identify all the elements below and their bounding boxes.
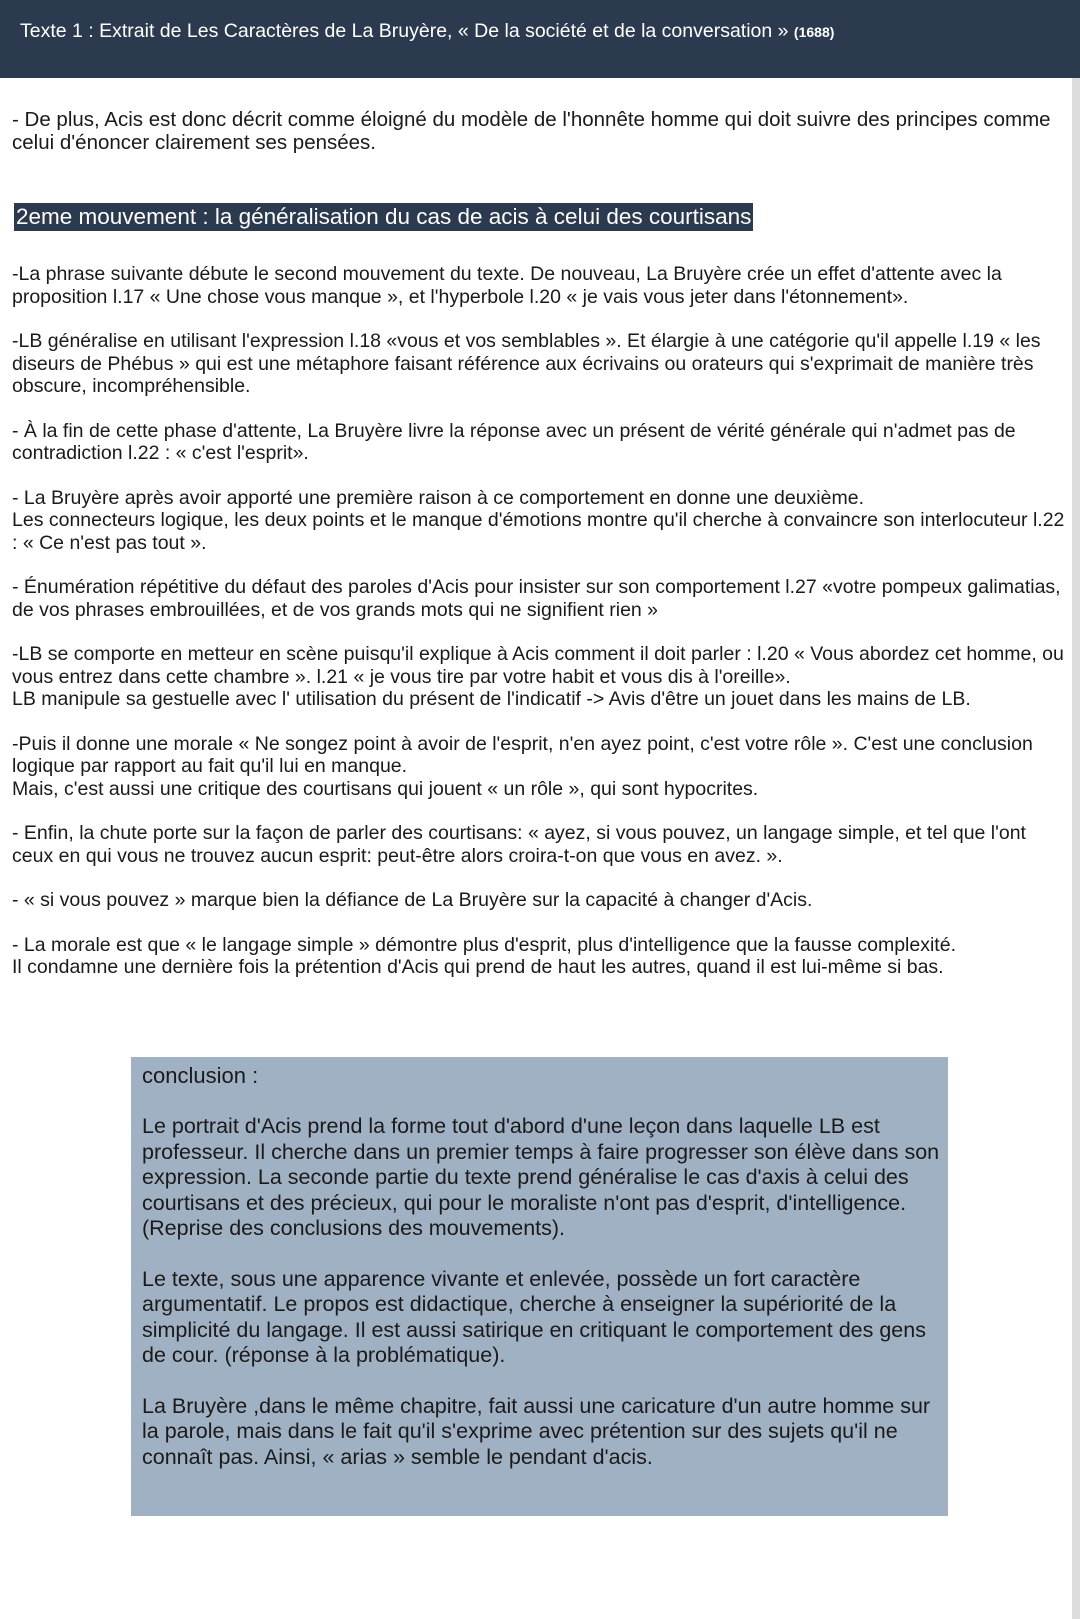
paragraph: -LB généralise en utilisant l'expression l.18 «vous et vos semblables ». Et élargie à une catégorie qu'il appelle l.19 « les diseurs de Phébus » qui est une métaphore faisant référence aux écrivains ou orateurs qui s'exprimait de manière très obscure, incompréhensible. xyxy=(12,330,1041,397)
conclusion-title: conclusion : xyxy=(142,1063,259,1088)
header-title: Texte 1 : Extrait de Les Caractères de La Bruyère, « De la société et de la conversation » xyxy=(20,20,789,42)
paragraph: -LB se comporte en metteur en scène puisqu'il explique à Acis comment il doit parler : l.20 « Vous abordez cet homme, ou vous entrez dans cette chambre ». l.21 « je vous tire par votre habit et vous dis à l'oreille». LB manipule sa gestuelle avec l' utilisation du présent de l'indicatif -> Avis d'être un jouet dans les mains de LB. xyxy=(12,643,1064,710)
paragraph: -La phrase suivante débute le second mouvement du texte. De nouveau, La Bruyère crée un effet d'attente avec la proposition l.17 « Une chose vous manque », et l'hyperbole l.20 « je vais vous jeter dans l'étonnement». xyxy=(12,263,1002,308)
conclusion-paragraph: Le portrait d'Acis prend la forme tout d'abord d'une leçon dans laquelle LB est professeur. Il cherche dans un premier temps à faire progresser son élève dans son expression. La seconde partie du texte prend généralise le cas d'axis à celui des courtisans et des précieux, qui pour le moraliste n'ont pas d'esprit, d'intelligence. (Reprise des conclusions des mouvements). xyxy=(142,1114,940,1240)
paragraph: - Enfin, la chute porte sur la façon de parler des courtisans: « ayez, si vous pouvez, un langage simple, et tel que l'ont ceux en qui vous ne trouvez aucun esprit: peut-être alors croira-t-on que vous en avez. ». xyxy=(12,822,1026,867)
conclusion-box xyxy=(131,1057,948,1516)
paragraph: - À la fin de cette phase d'attente, La Bruyère livre la réponse avec un présent de vérité générale qui n'admet pas de contradiction l.22 : « c'est l'esprit». xyxy=(12,419,1016,464)
paragraph: - La Bruyère après avoir apporté une première raison à ce comportement en donne une deuxième. Les connecteurs logique, les deux points et le manque d'émotions montre qu'il cherche à convaincre son interlocuteur l.22 : « Ce n'est pas tout ». xyxy=(12,486,1065,554)
conclusion-paragraph: Le texte, sous une apparence vivante et enlevée, possède un fort caractère argumentatif. Le propos est didactique, cherche à enseigner la supériorité de la simplicité du langage. Il est aussi satirique en critiquant le comportement des gens de cour. (réponse à la problématique). xyxy=(142,1266,926,1367)
document-header xyxy=(0,0,1080,78)
section-title: 2eme mouvement : la généralisation du cas de acis à celui des courtisans xyxy=(16,204,752,229)
paragraph: - « si vous pouvez » marque bien la défiance de La Bruyère sur la capacité à changer d'Acis. xyxy=(12,889,813,911)
paragraph: -Puis il donne une morale « Ne songez point à avoir de l'esprit, n'en ayez point, c'est votre rôle ». C'est une conclusion logique par rapport au fait qu'il lui en manque. Mais, c'est aussi une critique des courtisans qui jouent « un rôle », qui sont hypocrites. xyxy=(12,732,1033,800)
body-text xyxy=(12,263,1068,1001)
page-edge-strip xyxy=(1072,78,1080,1619)
paragraph: - La morale est que « le langage simple » démontre plus d'esprit, plus d'intelligence que la fausse complexité. Il condamne une dernière fois la prétention d'Acis qui prend de haut les autres, quand il est lui-même si bas. xyxy=(12,933,956,978)
header-year: (1688) xyxy=(793,24,835,40)
intro-paragraph: - De plus, Acis est donc décrit comme éloigné du modèle de l'honnête homme qui doit suivre des principes comme celui d'énoncer clairement ses pensées. xyxy=(12,108,1051,154)
conclusion-paragraph: La Bruyère ,dans le même chapitre, fait aussi une caricature d'un autre homme sur la parole, mais dans le fait qu'il s'exprime avec prétention sur des sujets qu'il ne connaît pas. Ainsi, « arias » semble le pendant d'acis. xyxy=(142,1393,931,1469)
paragraph: - Énumération répétitive du défaut des paroles d'Acis pour insister sur son comportement l.27 «votre pompeux galimatias, de vos phrases embrouillées, et de vos grands mots qui ne signifient rien » xyxy=(12,576,1061,621)
